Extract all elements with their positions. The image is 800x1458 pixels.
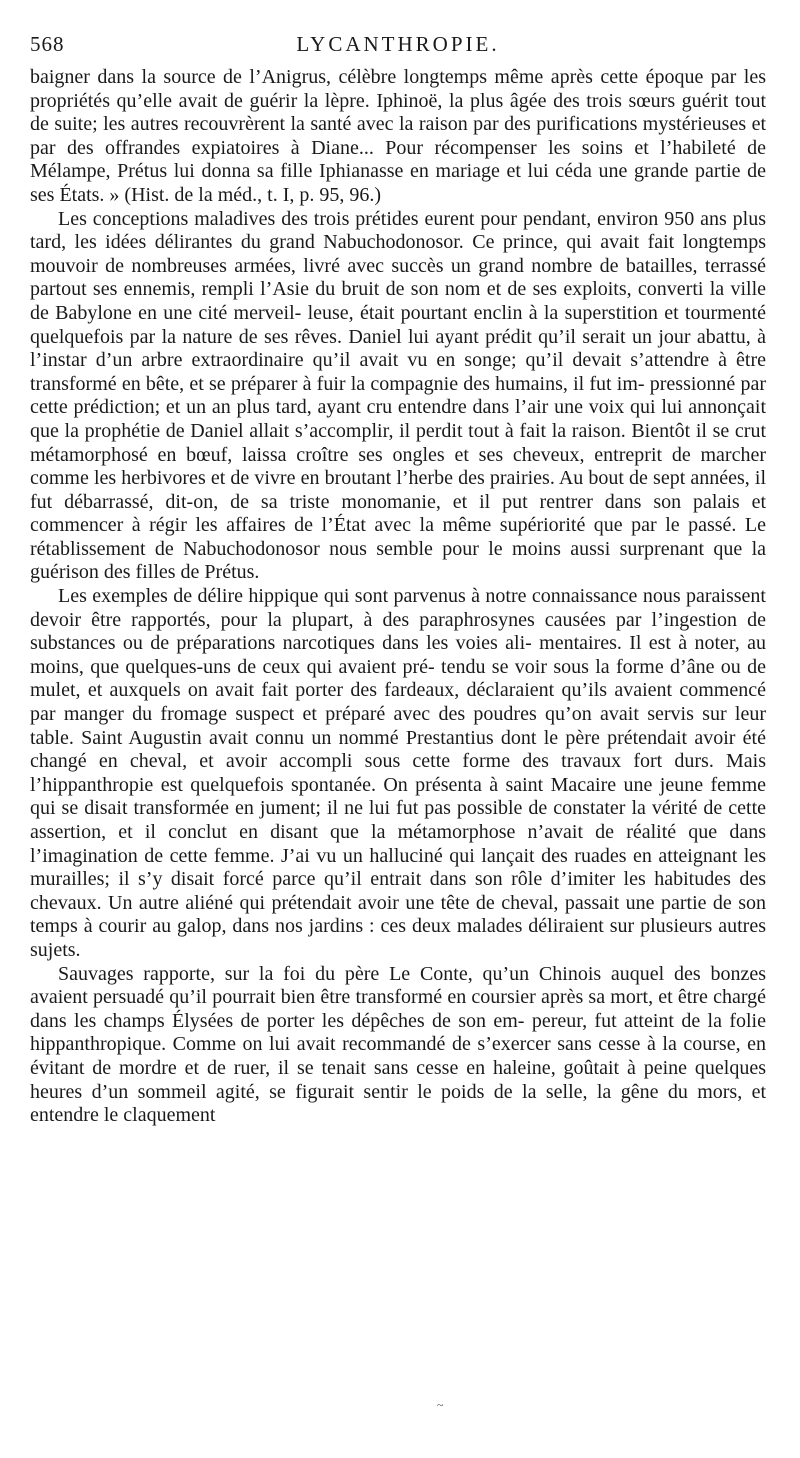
text-line: cette assertion, et il conclut en disant que la métamorphose n’avait de réalité que bbox=[30, 797, 767, 843]
text-line: grand nombre de batailles, terrassé partout ses ennemis, rempli l’Asie du bruit bbox=[30, 254, 766, 301]
body-text bbox=[30, 66, 766, 1128]
text-line: Sauvages rapporte, sur la foi du père Le Conte, qu’un Chinois auquel des bbox=[58, 962, 701, 985]
text-line: de cheval, passait une partie de son temps à courir au galop, dans nos jardins : bbox=[30, 891, 766, 938]
text-line: mort, et être chargé dans les champs Élysées de porter les dépêches de son em- bbox=[30, 986, 767, 1032]
page-number: 568 bbox=[30, 32, 65, 56]
text-line: 950 ans plus tard, les idées délirantes du grand Nabuchodonosor. Ce prince, bbox=[30, 207, 767, 254]
paragraph bbox=[30, 963, 766, 1128]
text-line: disait transformée en jument; il ne lui fut pas possible de constater la vérité de bbox=[84, 797, 723, 820]
text-line: baigner dans la source de l’Anigrus, célèbre longtemps même après cette époque bbox=[30, 66, 704, 88]
text-line: sœurs guérit tout de suite; les autres recouvrèrent la santé avec la raison par bbox=[30, 89, 766, 136]
running-head bbox=[30, 26, 766, 66]
paragraph bbox=[30, 585, 766, 963]
text-line: leuse, était pourtant enclin à la superstition et tourmenté quelquefois par la bbox=[30, 301, 766, 348]
text-line: tendu se voir sous la forme d’âne ou de mulet, et auxquels on avait fait porter des bbox=[30, 655, 766, 702]
text-line: broutant l’herbe des prairies. Au bout de sept années, il fut débarrassé, dit-on, bbox=[30, 467, 767, 513]
text-line: préparé avec des poudres qu’on avait servis sur leur table. Saint Augustin avait bbox=[30, 703, 766, 749]
text-line: fardeaux, déclaraient qu’ils avaient commencé par manger du fromage suspect et bbox=[30, 679, 766, 726]
text-line: d’un arbre extraordinaire qu’il avait vu en songe; qu’il devait s’attendre à être bbox=[95, 349, 766, 372]
text-line: des filles de Prétus. bbox=[103, 561, 260, 584]
text-line: d’imiter les habitudes des chevaux. Un autre aliéné qui prétendait avoir une tête bbox=[30, 868, 766, 914]
paragraph bbox=[30, 208, 766, 586]
text-line: figurait sentir le poids de la selle, la gêne du mors, et entendre le claquement bbox=[30, 1080, 767, 1127]
text-line: des purifications mystérieuses et par des offrandes expiatoires à Diane... Pour bbox=[30, 113, 767, 159]
running-title: LYCANTHROPIE. bbox=[296, 32, 500, 56]
text-line: nature de ses rêves. Daniel lui ayant prédit qu’il serait un jour abattu, à l’instar bbox=[30, 325, 767, 372]
text-line: les affaires de l’État avec la même supériorité que par le passé. Le rétablissement bbox=[30, 514, 767, 560]
text-line: de son nom et de ses exploits, converti la ville de Babylone en une cité merveil- bbox=[30, 278, 767, 324]
text-line: qui avait fait longtemps mouvoir de nombreuses armées, livré avec succès un bbox=[30, 231, 766, 277]
text-line: connu un nommé Prestantius dont le père prétendait avoir été changé en cheval, bbox=[30, 726, 766, 773]
text-line: en mariage et lui céda une grande partie de ses États. » (Hist. de la méd., t. I, bbox=[30, 160, 767, 206]
text-line: par l’ingestion de substances ou de préparations narcotiques dans les voies ali- bbox=[30, 608, 766, 655]
text-line: Les exemples de délire hippique qui sont parvenus à notre connaissance nous bbox=[58, 585, 681, 608]
paragraph bbox=[30, 66, 766, 208]
printer-mark: ~ bbox=[437, 1398, 444, 1412]
text-line: de s’exercer sans cesse à la course, en évitant de mordre et de ruer, il se tenait bbox=[30, 1033, 766, 1079]
text-line: mentaires. Il est à noter, au moins, que quelques-uns de ceux qui avaient pré- bbox=[30, 632, 766, 678]
text-line: transformé en bête, et se préparer à fuir la compagnie des humains, il fut im- bbox=[30, 372, 645, 395]
text-line: en atteignant les murailles; il s’y disait forcé parce qu’il entrait dans son rôle bbox=[30, 844, 767, 891]
text-line: de sa triste monomanie, et il put rentrer dans son palais et commencer à régir bbox=[30, 490, 767, 537]
text-line: par les propriétés qu’elle avait de guérir la lèpre. Iphinoë, la plus âgée des trois bbox=[30, 66, 766, 112]
text-line: tout à fait la raison. Bientôt il se crut métamorphosé en bœuf, laissa croître ses bbox=[30, 419, 767, 466]
text-line: pereur, fut atteint de la folie hippanthropique. Comme on lui avait recommandé bbox=[30, 1009, 766, 1056]
text-line: de Nabuchodonosor nous semble pour le moins aussi surprenant que la guérison bbox=[30, 537, 767, 584]
text-line: ongles et ses cheveux, entreprit de marcher comme les herbivores et de vivre en bbox=[30, 443, 766, 490]
text-line: et avoir accompli sous cette forme des travaux fort durs. Mais l’hippanthropie bbox=[30, 750, 767, 796]
text-line: Les conceptions maladives des trois prétides eurent pour pendant, environ bbox=[58, 207, 659, 230]
text-line: récompenser les soins et l’habileté de Mélampe, Prétus lui donna sa fille Iphianasse bbox=[30, 136, 767, 183]
text-line: est quelquefois spontanée. On présenta à saint Macaire une jeune femme qui se bbox=[30, 773, 766, 820]
text-line: ces deux malades déliraient sur plusieurs autres sujets. bbox=[30, 915, 767, 961]
text-line: dans l’imagination de cette femme. J’ai vu un halluciné qui lançait des ruades bbox=[30, 821, 766, 867]
text-line: p. 95, 96.) bbox=[299, 183, 382, 206]
text-line: sans cesse en haleine, goûtait à peine quelques heures d’un sommeil agité, se bbox=[30, 1056, 766, 1103]
text-line: pressionné par cette prédiction; et un an plus tard, ayant cru entendre dans l’air bbox=[30, 372, 767, 419]
text-line: une voix qui lui annonçait que la prophétie de Daniel allait s’accomplir, il perdit bbox=[30, 396, 766, 442]
text-line: bonzes avaient persuadé qu’il pourrait bien être transformé en coursier après sa bbox=[30, 962, 766, 1009]
book-page bbox=[30, 26, 766, 1128]
text-line: paraissent devoir être rapportés, pour la plupart, à des paraphrosynes causées bbox=[30, 585, 766, 631]
